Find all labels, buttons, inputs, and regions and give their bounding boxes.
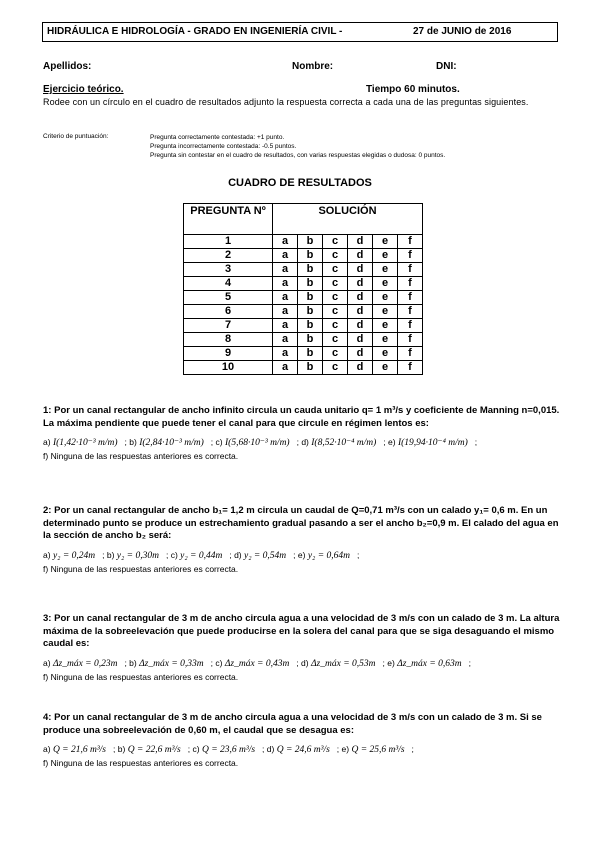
exercise-instructions: Rodee con un círculo en el cuadro de resultados adjunto la respuesta correcta a cada una de las preguntas siguientes.	[43, 97, 529, 107]
answer-option	[43, 451, 238, 461]
question-text: Por un canal rectangular de 3 m de ancho circula agua a una velocidad de 3 m/s con un calado de 3 m. La altura máxima de la sobreelevación que puede producirse en la solera del canal para que se siga desaguando el mismo caudal es:	[43, 613, 560, 649]
question-stem: 4: Por un canal rectangular de 3 m de ancho circula agua a una velocidad de 3 m/s con un calado de 3 m. Si se produce una sobreelevación de 0,60 m, el caudal que se desagua es:	[43, 712, 542, 736]
question-number-cell: 7	[184, 319, 273, 333]
option-letter: a)	[43, 744, 51, 754]
answer-choice-cell[interactable]: a	[273, 249, 298, 263]
question-text: Por un canal rectangular de ancho b₁= 1,2 m circula un caudal de Q=0,71 m³/s con un calado y₁= 0,6 m. En un determinado punto se produce un estrechamiento gradual pasando a ser el ancho b₂=0,9 m. El calado del agua en la sección de ancho b₂ será:	[43, 505, 559, 541]
option-letter: c)	[170, 549, 178, 560]
answer-option	[267, 744, 330, 754]
option-value: y₂ = 0,44m	[180, 550, 223, 561]
option-letter: b)	[106, 549, 115, 560]
answer-choice-cell[interactable]: d	[348, 333, 373, 347]
question-1	[43, 405, 561, 463]
results-row	[184, 249, 423, 263]
exam-date: 27 de JUNIO de 2016	[413, 26, 512, 37]
answer-choice-cell[interactable]: e	[373, 249, 398, 263]
option-letter: b)	[117, 744, 126, 754]
results-row	[184, 305, 423, 319]
option-letter: e)	[341, 744, 350, 754]
option-value: Q = 23,6 m³/s	[201, 745, 256, 755]
answer-choice-cell[interactable]: f	[398, 263, 423, 277]
answer-choice-cell[interactable]: b	[298, 333, 323, 347]
answer-choice-cell[interactable]: c	[323, 347, 348, 361]
question-3	[43, 613, 561, 684]
option-value: Q = 22,6 m³/s	[127, 745, 181, 755]
question-number-cell: 10	[184, 361, 273, 375]
scoring-label: Criterio de puntuación:	[43, 133, 109, 140]
option-value: Ninguna de las respuestas anteriores es correcta.	[50, 451, 239, 461]
scoring-item: Pregunta incorrectamente contestada: -0.5 puntos.	[150, 143, 297, 150]
option-letter: c)	[192, 744, 200, 754]
answer-choice-cell[interactable]: f	[398, 305, 423, 319]
answer-choice-cell[interactable]: a	[273, 277, 298, 291]
answer-choice-cell[interactable]: b	[298, 291, 323, 305]
answer-choice-cell[interactable]: c	[323, 263, 348, 277]
question-number-cell: 6	[184, 305, 273, 319]
option-letter: f)	[43, 758, 49, 768]
answer-option	[43, 658, 117, 668]
question-text: Por un canal rectangular de ancho infinito circula un cauda unitario q= 1 m³/s y coeficiente de Manning n=0,015. La máxima pendiente que puede tener el canal para que circule en régimen lentos es:	[43, 405, 560, 429]
results-row	[184, 263, 423, 277]
answer-choice-cell[interactable]: e	[373, 347, 398, 361]
answer-option	[234, 550, 286, 560]
option-letter: b)	[129, 657, 137, 668]
answer-choice-cell[interactable]: e	[373, 305, 398, 319]
answer-option	[43, 564, 238, 574]
option-value: Δz_máx = 0,43m	[224, 658, 290, 669]
question-number-cell: 4	[184, 277, 273, 291]
option-value: Ninguna de las respuestas anteriores es correcta.	[50, 671, 239, 682]
option-value: I(5,68·10⁻³ m/m)	[225, 438, 290, 448]
option-letter: d)	[301, 437, 309, 447]
question-column-header: PREGUNTA Nº	[184, 204, 273, 235]
answer-option	[43, 758, 238, 768]
answer-choice-cell[interactable]: d	[348, 291, 373, 305]
answer-choice-cell[interactable]: a	[273, 291, 298, 305]
answer-choice-cell[interactable]: a	[273, 305, 298, 319]
question-number-cell: 5	[184, 291, 273, 305]
answer-option	[43, 437, 118, 447]
option-letter: e)	[388, 437, 396, 447]
answer-option	[171, 550, 223, 560]
question-number: 2	[43, 505, 49, 516]
answer-option	[118, 744, 181, 754]
answer-choice-cell[interactable]: b	[298, 305, 323, 319]
answer-choice-cell[interactable]: f	[398, 291, 423, 305]
exam-header	[42, 22, 558, 42]
answer-option	[43, 744, 106, 754]
question-number-cell: 2	[184, 249, 273, 263]
results-row	[184, 333, 423, 347]
answer-choice-cell[interactable]: a	[273, 319, 298, 333]
answer-choice-cell[interactable]: e	[373, 263, 398, 277]
scoring-item: Pregunta correctamente contestada: +1 punto.	[150, 134, 285, 141]
exercise-title: Ejercicio teórico.	[43, 84, 124, 95]
answer-option	[129, 437, 204, 447]
answer-choice-cell[interactable]: e	[373, 291, 398, 305]
option-value: Δz_máx = 0,53m	[310, 658, 376, 669]
question-number: 3	[43, 613, 49, 624]
answer-choice-cell[interactable]: c	[323, 319, 348, 333]
question-2	[43, 505, 561, 576]
answer-option	[107, 550, 159, 560]
answer-choice-cell[interactable]: c	[323, 277, 348, 291]
answer-choice-cell[interactable]: b	[298, 235, 323, 249]
answer-option	[298, 550, 350, 560]
apellidos-label: Apellidos:	[43, 61, 92, 72]
nombre-label: Nombre:	[292, 61, 334, 72]
scoring-item: Pregunta sin contestar en el cuadro de resultados, con varias respuestas elegidas o dudosa: 0 puntos.	[150, 152, 446, 159]
option-value: Ninguna de las respuestas anteriores es correcta.	[50, 758, 239, 768]
results-row	[184, 319, 423, 333]
option-letter: f)	[43, 563, 49, 574]
question-number-cell: 9	[184, 347, 273, 361]
option-value: Q = 24,6 m³/s	[276, 745, 330, 755]
answer-option	[388, 437, 468, 447]
question-number-cell: 1	[184, 235, 273, 249]
option-value: Δz_máx = 0,63m	[397, 658, 462, 669]
answer-choice-cell[interactable]: c	[323, 249, 348, 263]
course-title: HIDRÁULICA E HIDROLOGÍA - GRADO EN INGENIERÍA CIVIL -	[47, 26, 343, 37]
answer-choice-cell[interactable]: d	[348, 277, 373, 291]
answer-choice-cell[interactable]: e	[373, 361, 398, 375]
answer-choice-cell[interactable]: f	[398, 319, 423, 333]
results-row	[184, 291, 423, 305]
results-table-title: CUADRO DE RESULTADOS	[228, 177, 372, 189]
question-stem: 1: Por un canal rectangular de ancho infinito circula un cauda unitario q= 1 m³/s y coeficiente de Manning n=0,015. La máxima pendiente que puede tener el canal para que circule en régimen lentos es:	[43, 405, 560, 429]
option-letter: a)	[43, 549, 51, 560]
answer-options: a) Q = 21,6 m³/s ; b) Q = 22,6 m³/s ; c) Q = 23,6 m³/s ; d) Q = 24,6 m³/s ; e) Q = 25,6 m³/s ; f) Ninguna de las respuestas anteriores es correcta.	[43, 744, 414, 768]
answer-choice-cell[interactable]: a	[273, 361, 298, 375]
option-letter: d)	[234, 549, 242, 560]
answer-choice-cell[interactable]: c	[323, 333, 348, 347]
answer-option	[216, 437, 290, 447]
answer-choice-cell[interactable]: f	[398, 347, 423, 361]
answer-option	[129, 658, 203, 668]
answer-choice-cell[interactable]: c	[323, 361, 348, 375]
answer-choice-cell[interactable]: f	[398, 235, 423, 249]
answer-option	[215, 658, 289, 668]
answer-choice-cell[interactable]: e	[373, 277, 398, 291]
option-letter: f)	[43, 451, 49, 461]
option-value: I(2,84·10⁻³ m/m)	[139, 438, 204, 448]
option-letter: b)	[129, 437, 137, 447]
question-number: 1	[43, 405, 49, 416]
option-letter: c)	[215, 437, 223, 447]
answer-choice-cell[interactable]: d	[348, 305, 373, 319]
results-row	[184, 347, 423, 361]
answer-option	[301, 437, 376, 447]
question-text: Por un canal rectangular de 3 m de ancho circula agua a una velocidad de 3 m/s con un calado de 3 m. Si se produce una sobreelevación de 0,60 m, el caudal que se desagua es:	[43, 712, 542, 736]
answer-choice-cell[interactable]: d	[348, 263, 373, 277]
question-number: 4	[43, 712, 49, 723]
answer-choice-cell[interactable]: d	[348, 347, 373, 361]
answer-choice-cell[interactable]: c	[323, 291, 348, 305]
option-value: Q = 25,6 m³/s	[351, 745, 405, 755]
answer-choice-cell[interactable]: b	[298, 319, 323, 333]
answer-options: a) Δz_máx = 0,23m ; b) Δz_máx = 0,33m ; c) Δz_máx = 0,43m ; d) Δz_máx = 0,53m ; e) Δz_máx = 0,63m ; f) Ninguna de las respuestas anteriores es correcta.	[43, 657, 472, 682]
answer-option	[193, 744, 256, 754]
option-value: Ninguna de las respuestas anteriores es correcta.	[50, 563, 239, 574]
option-value: y₂ = 0,30m	[116, 550, 159, 561]
answer-choice-cell[interactable]: b	[298, 277, 323, 291]
answer-choice-cell[interactable]: a	[273, 263, 298, 277]
option-value: Δz_máx = 0,23m	[52, 658, 118, 669]
answer-choice-cell[interactable]: f	[398, 277, 423, 291]
results-row	[184, 277, 423, 291]
option-letter: e)	[387, 657, 395, 668]
scoring-list	[150, 133, 445, 160]
answer-choice-cell[interactable]: b	[298, 361, 323, 375]
question-number-cell: 8	[184, 333, 273, 347]
results-row	[184, 235, 423, 249]
option-value: I(1,42·10⁻³ m/m)	[52, 438, 118, 448]
answer-choice-cell[interactable]: a	[273, 333, 298, 347]
answer-option	[301, 658, 375, 668]
option-value: y₂ = 0,64m	[307, 550, 351, 561]
dni-label: DNI:	[436, 61, 457, 72]
option-letter: c)	[215, 657, 223, 668]
answer-choice-cell[interactable]: d	[348, 319, 373, 333]
answer-choice-cell[interactable]: f	[398, 361, 423, 375]
answer-choice-cell[interactable]: c	[323, 235, 348, 249]
answer-choice-cell[interactable]: a	[273, 235, 298, 249]
answer-choice-cell[interactable]: b	[298, 263, 323, 277]
answer-choice-cell[interactable]: e	[373, 319, 398, 333]
answer-options: a) I(1,42·10⁻³ m/m) ; b) I(2,84·10⁻³ m/m) ; c) I(5,68·10⁻³ m/m) ; d) I(8,52·10⁻⁴ m/m) ; e) I(19,94·10⁻⁴ m/m) ; f) Ninguna de las respuestas anteriores es correcta.	[43, 437, 478, 461]
option-letter: a)	[43, 437, 51, 447]
answer-choice-cell[interactable]: f	[398, 333, 423, 347]
question-stem: 2: Por un canal rectangular de ancho b₁= 1,2 m circula un caudal de Q=0,71 m³/s con un calado y₁= 0,6 m. En un determinado punto se produce un estrechamiento gradual pasando a ser el ancho b₂=0,9 m. El calado del agua en la sección de ancho b₂ será:	[43, 505, 559, 541]
option-letter: d)	[266, 744, 275, 754]
option-value: Q = 21,6 m³/s	[52, 745, 107, 755]
answer-choice-cell[interactable]: a	[273, 347, 298, 361]
answer-choice-cell[interactable]: e	[373, 235, 398, 249]
answer-option	[43, 550, 95, 560]
answer-choice-cell[interactable]: b	[298, 249, 323, 263]
results-row	[184, 361, 423, 375]
answer-choice-cell[interactable]: d	[348, 361, 373, 375]
answer-choice-cell[interactable]: e	[373, 333, 398, 347]
answer-option	[387, 658, 461, 668]
answer-options: a) y₂ = 0,24m ; b) y₂ = 0,30m ; c) y₂ = 0,44m ; d) y₂ = 0,54m ; e) y₂ = 0,64m ; f) Ninguna de las respuestas anteriores es correcta.	[43, 549, 360, 574]
solution-column-header: SOLUCIÓN	[273, 204, 423, 235]
answer-option	[43, 672, 238, 682]
option-value: y₂ = 0,54m	[244, 550, 287, 561]
answer-option	[342, 744, 405, 754]
answer-choice-cell[interactable]: f	[398, 249, 423, 263]
option-value: I(19,94·10⁻⁴ m/m)	[397, 438, 468, 448]
option-letter: e)	[297, 549, 306, 560]
option-letter: f)	[43, 671, 49, 682]
results-table	[183, 203, 423, 375]
answer-choice-cell[interactable]: d	[348, 249, 373, 263]
answer-choice-cell[interactable]: c	[323, 305, 348, 319]
exercise-time: Tiempo 60 minutos.	[366, 84, 460, 95]
option-letter: a)	[43, 657, 51, 668]
question-stem: 3: Por un canal rectangular de 3 m de ancho circula agua a una velocidad de 3 m/s con un calado de 3 m. La altura máxima de la sobreelevación que puede producirse en la solera del canal para que se siga desaguando el mismo caudal es:	[43, 613, 560, 649]
question-number-cell: 3	[184, 263, 273, 277]
answer-choice-cell[interactable]: b	[298, 347, 323, 361]
answer-choice-cell[interactable]: d	[348, 235, 373, 249]
option-value: y₂ = 0,24m	[52, 550, 96, 561]
question-4	[43, 712, 561, 770]
option-letter: d)	[301, 657, 309, 668]
option-value: I(8,52·10⁻⁴ m/m)	[311, 438, 377, 448]
option-value: Δz_máx = 0,33m	[139, 658, 204, 669]
